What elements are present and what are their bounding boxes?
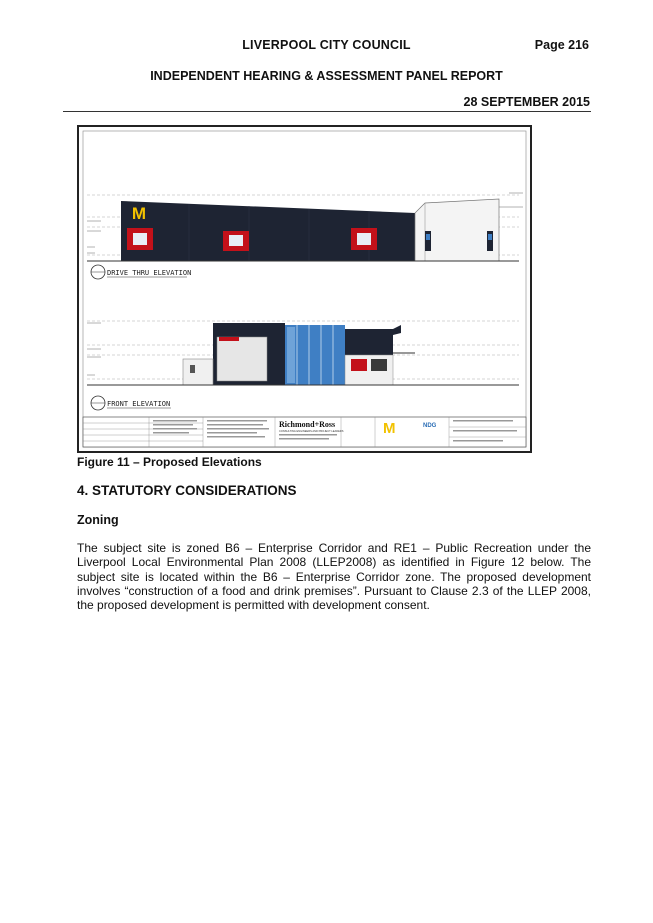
drive-thru-label: DRIVE THRU ELEVATION <box>107 269 192 277</box>
report-title: INDEPENDENT HEARING & ASSESSMENT PANEL REPORT <box>150 69 503 83</box>
golden-arches-logo: M <box>131 204 147 223</box>
report-date: 28 SEPTEMBER 2015 <box>463 95 590 109</box>
header-divider <box>63 111 591 112</box>
elevations-drawing <box>77 125 532 453</box>
drawing-title-block <box>83 417 526 447</box>
council-name: LIVERPOOL CITY COUNCIL <box>242 38 411 52</box>
client-logo: M <box>383 420 396 437</box>
front-elevation-label: FRONT ELEVATION <box>107 400 171 408</box>
consultant-subtitle: CONSULTING ENGINEERS AND PROJECT LEADERS <box>279 430 344 433</box>
figure-caption: Figure 11 – Proposed Elevations <box>77 455 262 469</box>
zoning-subheading: Zoning <box>77 513 119 527</box>
page-number: Page 216 <box>534 38 589 52</box>
consultant-name: Richmond+Ross <box>279 420 336 429</box>
zoning-paragraph: The subject site is zoned B6 – Enterprise Corridor and RE1 – Public Recreation under the Liverpool Local Environmental Plan 2008 (LLEP2008) as identified in Figure 12 below. The subject site is located within the B6 – Enterprise Corridor zone. The proposed development involves “construction of a food and drink premises”. Pursuant to Clause 2.3 of the LLEP 2008, the proposed development is permitted with development consent. <box>77 541 591 613</box>
ndg-logo: NDG <box>423 423 437 429</box>
section-heading: 4. STATUTORY CONSIDERATIONS <box>77 483 297 498</box>
